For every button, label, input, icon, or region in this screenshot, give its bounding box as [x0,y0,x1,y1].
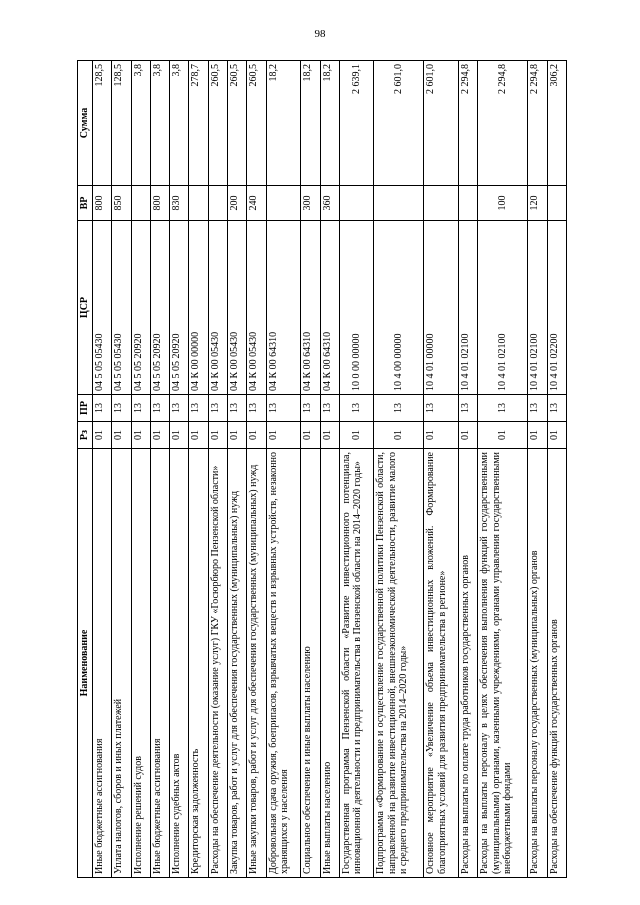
cell-sum: 260,5 [247,61,266,186]
cell-csr: 10 4 01 02100 [528,221,547,395]
table-row [301,61,320,878]
cell-name: Расходы на выплаты по оплате труда работников государственных органов [459,449,478,878]
cell-csr: 10 4 01 02100 [459,221,478,395]
cell-pr: 13 [170,395,189,422]
cell-name: Добровольная сдача оружия, боеприпасов, взрывчатых веществ и взрывных устройств, незаконно хранящихся у населения [266,449,301,878]
cell-rz: 01 [547,422,566,449]
cell-pr: 13 [131,395,150,422]
table-row [459,61,478,878]
cell-pr: 13 [424,395,459,422]
cell-vr [459,186,478,221]
cell-rz: 01 [228,422,247,449]
cell-csr: 10 4 00 00000 [374,221,424,395]
table-row [320,61,339,878]
cell-name: Подпрограмма «Формирование и осуществление государственной политики Пензенской области, направленной на развитие инвестиционной, внешнеэкономической деятельности, развитие малого и среднего предпринимательства на 2014–2020 годы» [374,449,424,878]
cell-vr: 360 [320,186,339,221]
cell-sum: 18,2 [266,61,301,186]
cell-sum: 2 639,1 [339,61,374,186]
cell-sum: 260,5 [228,61,247,186]
budget-table [77,60,567,878]
cell-name: Государственная программа Пензенской области «Развитие инвестиционного потенциала, инновационной деятельности и предпринимательства в Пензенской области на 2014–2020 годы» [339,449,374,878]
table-row [150,61,169,878]
cell-sum: 128,5 [112,61,131,186]
table-row [228,61,247,878]
table-body [93,61,567,878]
cell-vr: 240 [247,186,266,221]
cell-csr: 10 0 00 00000 [339,221,374,395]
cell-vr: 800 [93,186,112,221]
table-row [170,61,189,878]
cell-csr: 04 К 00 05430 [228,221,247,395]
cell-pr: 13 [320,395,339,422]
cell-pr: 13 [150,395,169,422]
cell-name: Иные бюджетные ассигнования [150,449,169,878]
table-row [339,61,374,878]
cell-sum: 278,7 [189,61,208,186]
cell-sum: 2 294,8 [478,61,528,186]
cell-pr: 13 [208,395,227,422]
cell-sum: 18,2 [301,61,320,186]
cell-sum: 2 294,8 [528,61,547,186]
cell-csr: 04 5 05 20920 [131,221,150,395]
cell-sum: 260,5 [208,61,227,186]
cell-pr: 13 [266,395,301,422]
cell-vr [374,186,424,221]
header-row [78,61,93,878]
table-row [528,61,547,878]
cell-sum: 18,2 [320,61,339,186]
cell-sum: 3,8 [170,61,189,186]
cell-sum: 2 601,0 [374,61,424,186]
rotated-table-container [77,61,567,878]
cell-vr: 120 [528,186,547,221]
cell-csr: 04 К 00 64310 [266,221,301,395]
cell-vr [189,186,208,221]
cell-pr: 13 [547,395,566,422]
cell-rz: 01 [528,422,547,449]
header-sum: Сумма [78,61,93,186]
cell-pr: 13 [301,395,320,422]
cell-pr: 13 [247,395,266,422]
cell-csr: 04 5 05 20920 [170,221,189,395]
cell-rz: 01 [339,422,374,449]
cell-rz: 01 [266,422,301,449]
cell-csr: 10 4 01 00000 [424,221,459,395]
cell-csr: 04 К 00 00000 [189,221,208,395]
table-row [247,61,266,878]
cell-name: Расходы на обеспечение функций государственных органов [547,449,566,878]
cell-vr [339,186,374,221]
table-row [478,61,528,878]
cell-rz: 01 [301,422,320,449]
table-row [374,61,424,878]
cell-vr: 300 [301,186,320,221]
cell-vr [547,186,566,221]
cell-rz: 01 [189,422,208,449]
cell-pr: 13 [189,395,208,422]
cell-vr [424,186,459,221]
cell-sum: 3,8 [131,61,150,186]
cell-rz: 01 [374,422,424,449]
header-name: Наименование [78,449,93,878]
cell-csr: 10 4 01 02200 [547,221,566,395]
cell-pr: 13 [459,395,478,422]
cell-csr: 04 К 00 05430 [208,221,227,395]
header-pr: ПР [78,395,93,422]
cell-rz: 01 [112,422,131,449]
cell-rz: 01 [150,422,169,449]
cell-csr: 04 К 00 64310 [301,221,320,395]
cell-name: Исполнение судебных актов [170,449,189,878]
cell-rz: 01 [93,422,112,449]
header-rz: Рз [78,422,93,449]
cell-pr: 13 [339,395,374,422]
table-row [112,61,131,878]
table-row [189,61,208,878]
table-row [208,61,227,878]
cell-name: Уплата налогов, сборов и иных платежей [112,449,131,878]
cell-pr: 13 [112,395,131,422]
cell-name: Закупка товаров, работ и услуг для обеспечения государственных (муниципальных) нужд [228,449,247,878]
cell-csr: 04 5 05 05430 [112,221,131,395]
cell-csr: 04 5 05 20920 [150,221,169,395]
cell-rz: 01 [247,422,266,449]
header-vr: ВР [78,186,93,221]
cell-pr: 13 [528,395,547,422]
cell-name: Расходы на обеспечение деятельности (оказание услуг) ГКУ «Госюрбюро Пензенской области» [208,449,227,878]
cell-sum: 2 601,0 [424,61,459,186]
cell-pr: 13 [374,395,424,422]
cell-vr: 800 [150,186,169,221]
cell-csr: 04 К 00 05430 [247,221,266,395]
cell-pr: 13 [93,395,112,422]
cell-rz: 01 [131,422,150,449]
cell-name: Расходы на выплаты персоналу государственных (муниципальных) органов [528,449,547,878]
table-row [93,61,112,878]
cell-sum: 128,5 [93,61,112,186]
cell-sum: 2 294,8 [459,61,478,186]
page-number: 98 [314,28,326,40]
cell-rz: 01 [208,422,227,449]
cell-name: Кредиторская задолженность [189,449,208,878]
cell-vr [266,186,301,221]
table-row [547,61,566,878]
cell-name: Иные выплаты населению [320,449,339,878]
cell-vr: 200 [228,186,247,221]
table-row [424,61,459,878]
table-row [131,61,150,878]
cell-rz: 01 [459,422,478,449]
cell-name: Основное мероприятие «Увеличение объема инвестиционных вложений. Формирование благоприятных условий для развития предпринимательства в регионе» [424,449,459,878]
table-row [266,61,301,878]
cell-csr: 10 4 01 02100 [478,221,528,395]
cell-pr: 13 [478,395,528,422]
header-csr: ЦСР [78,221,93,395]
cell-csr: 04 К 00 64310 [320,221,339,395]
cell-vr: 100 [478,186,528,221]
cell-name: Расходы на выплаты персоналу в целях обеспечения выполнения функций государственными (муниципальными) органами, казенными учреждениями, органами управления государственными внебюджетными фондами [478,449,528,878]
cell-vr: 850 [112,186,131,221]
cell-rz: 01 [320,422,339,449]
cell-vr [208,186,227,221]
cell-rz: 01 [478,422,528,449]
cell-sum: 306,2 [547,61,566,186]
cell-pr: 13 [228,395,247,422]
cell-name: Социальное обеспечение и иные выплаты населению [301,449,320,878]
cell-sum: 3,8 [150,61,169,186]
cell-csr: 04 5 05 05430 [93,221,112,395]
cell-rz: 01 [170,422,189,449]
cell-vr [131,186,150,221]
cell-vr: 830 [170,186,189,221]
cell-name: Иные закупки товаров, работ и услуг для обеспечения государственных (муниципальных) нужд [247,449,266,878]
cell-name: Исполнение решений судов [131,449,150,878]
cell-name: Иные бюджетные ассигнования [93,449,112,878]
cell-rz: 01 [424,422,459,449]
